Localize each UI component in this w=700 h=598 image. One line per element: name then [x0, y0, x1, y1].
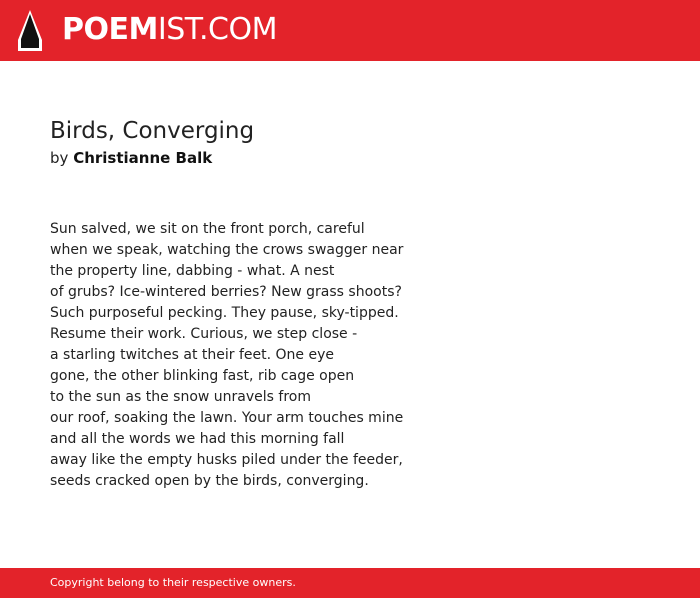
author-link[interactable]: Christianne Balk: [73, 149, 213, 167]
poem-line: and all the words we had this morning fall: [50, 431, 345, 447]
poem-line: seeds cracked open by the birds, converging.: [50, 473, 369, 489]
poem-line: of grubs? Ice-wintered berries? New grass shoots?: [50, 284, 402, 300]
logo-text: [62, 11, 277, 49]
copyright-text: Copyright belong to their respective owners.: [50, 576, 296, 589]
site-footer: [0, 568, 700, 598]
poem-title: Birds, Converging: [50, 118, 255, 144]
pencil-icon: [18, 10, 42, 51]
poem-line: away like the empty husks piled under the feeder,: [50, 452, 403, 468]
poem-line: to the sun as the snow unravels from: [50, 389, 311, 405]
logo-light-text: IST.COM: [157, 12, 277, 47]
poem-line: Resume their work. Curious, we step close -: [50, 326, 358, 342]
poem-line: gone, the other blinking fast, rib cage open: [50, 368, 355, 384]
poem-line: Sun salved, we sit on the front porch, careful: [50, 221, 365, 237]
poem-line: when we speak, watching the crows swagger near: [50, 242, 404, 258]
poem-line: Such purposeful pecking. They pause, sky-tipped.: [50, 305, 399, 321]
logo-bold-text: POEM: [62, 12, 158, 47]
by-label: by: [50, 149, 69, 167]
byline: [50, 147, 650, 169]
poem-line: our roof, soaking the lawn. Your arm touches mine: [50, 410, 404, 426]
poem-line: the property line, dabbing - what. A nest: [50, 263, 335, 279]
site-header: [0, 0, 700, 61]
poem-content: [50, 116, 650, 492]
poem-body: [50, 219, 650, 492]
poem-line: a starling twitches at their feet. One eye: [50, 347, 334, 363]
